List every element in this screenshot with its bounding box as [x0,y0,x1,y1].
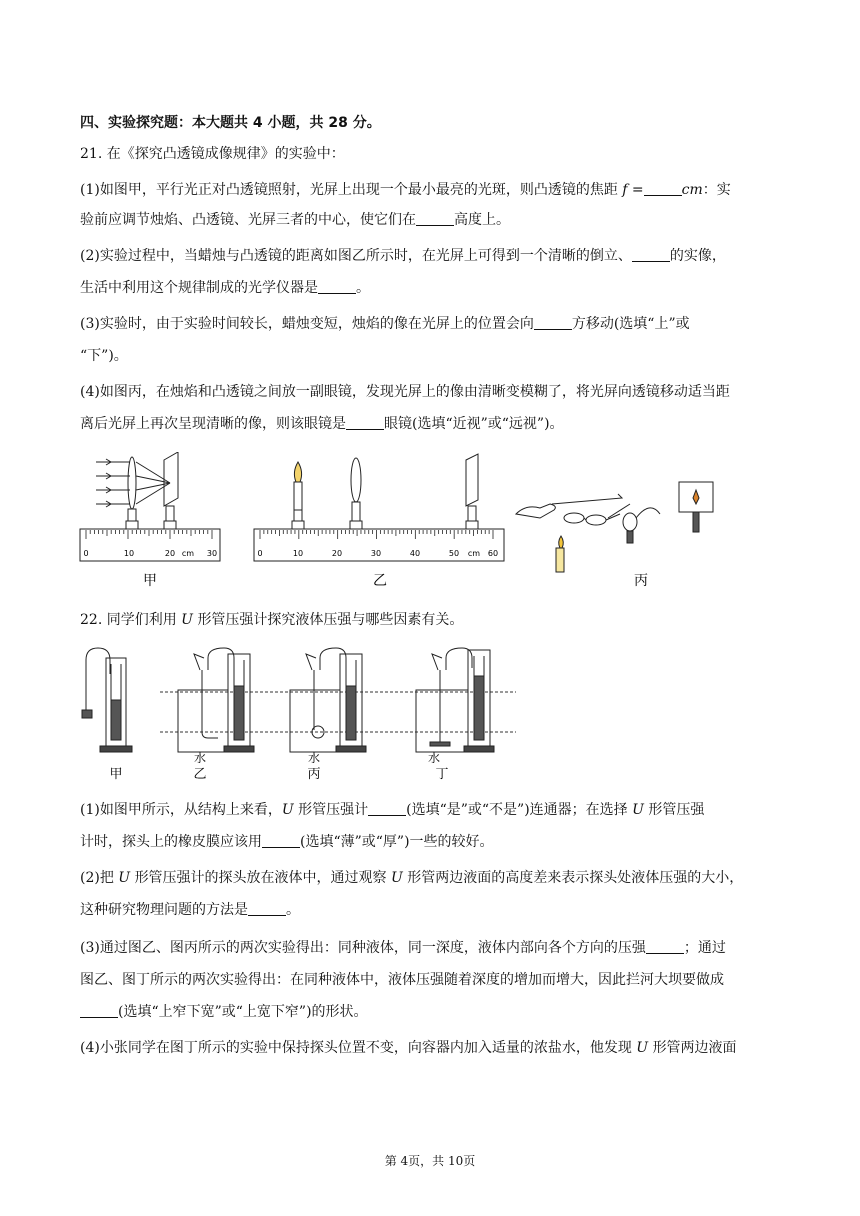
q21-part1-line2: 验前应调节烛焰、凸透镜、光屏三者的中心，使它们在 高度上。 [80,212,510,228]
q22-stem: 22. 同学们利用 U 形管压强计探究液体压强与哪些因素有关。 [80,612,464,628]
q21-part4-line2: 离后光屏上再次呈现清晰的像，则该眼镜是 眼镜(选填“近视”或“远视”)。 [80,416,564,432]
q21-part3-line1: (3)实验时，由于实验时间较长，蜡烛变短，烛焰的像在光屏上的位置会向 方移动(选填“上”或 [80,316,690,332]
section-title: 四、实验探究题：本大题共 4 小题，共 28 分。 [80,115,381,131]
q22-part1-line2: 计时，探头上的橡皮膜应该用 (选填“薄”或“厚”)一些的较好。 [80,834,494,850]
ruler-tick-label: 10 [292,549,304,558]
figure-label: 丁 [435,767,449,782]
q21-figure-b [252,452,512,590]
ruler-unit-label: cm [467,549,481,558]
q21-part2-line2: 生活中利用这个规律制成的光学仪器是 。 [80,280,370,296]
q21-figure-c [512,452,722,590]
ruler-tick-label: 30 [370,549,382,558]
answer-blank[interactable] [416,211,454,226]
figure-label: 甲 [109,767,123,782]
q22-part3-line1: (3)通过图乙、图丙所示的两次实验得出：同种液体，同一深度，液体内部向各个方向的压强 ；通过 [80,940,726,956]
ruler-tick-label: 50 [448,549,460,558]
q21-part1-line1: (1)如图甲，平行光正对凸透镜照射，光屏上出现一个最小最亮的光斑，则凸透镜的焦距 f = cm：实 [80,182,731,198]
figure-label: 乙 [373,573,387,589]
answer-blank[interactable] [80,1003,118,1018]
water-label: 水 [193,751,207,765]
ruler-tick-label: 60 [487,549,499,558]
answer-blank[interactable] [346,415,384,430]
answer-blank[interactable] [644,181,682,196]
ruler-unit-label: cm [181,549,195,558]
q22-part1-line1: (1)如图甲所示，从结构上来看，U 形管压强计 (选填“是”或“不是”)连通器；在选择 U 形管压强 [80,802,705,818]
q21-part4-line1: (4)如图丙，在烛焰和凸透镜之间放一副眼镜，发现光屏上的像由清晰变模糊了，将光屏向透镜移动适当距 [80,384,730,400]
answer-blank[interactable] [318,279,356,294]
ruler-tick-label: 0 [83,549,89,558]
ruler-tick-label: 20 [164,549,176,558]
answer-blank[interactable] [368,801,406,816]
ruler-tick-label: 30 [206,549,218,558]
answer-blank[interactable] [248,901,286,916]
figure-label: 甲 [143,573,157,589]
figure-label: 乙 [193,767,207,782]
q21-figure-a [78,452,228,590]
q22-part2-line2: 这种研究物理问题的方法是 。 [80,902,300,918]
q22-part4-line1: (4)小张同学在图丁所示的实验中保持探头位置不变，向容器内加入适量的浓盐水，他发现 U 形管两边液面 [80,1040,737,1056]
q21-stem: 21. 在《探究凸透镜成像规律》的实验中： [80,146,345,162]
answer-blank[interactable] [534,315,572,330]
ruler-tick-label: 40 [409,549,421,558]
ruler-tick-label: 0 [257,549,263,558]
figure-label: 丙 [634,573,648,589]
water-label: 水 [427,751,441,765]
q22-figures [78,640,528,790]
ruler-tick-label: 20 [331,549,343,558]
answer-blank[interactable] [632,247,670,262]
q22-part2-line1: (2)把 U 形管压强计的探头放在液体中，通过观察 U 形管两边液面的高度差来表示探头处液体压强的大小， [80,870,744,886]
q22-part3-line2: 图乙、图丁所示的两次实验得出：在同种液体中，液体压强随着深度的增加而增大，因此拦河大坝要做成 [80,972,724,988]
page-footer: 第 4页，共 10页 [384,1154,476,1168]
answer-blank[interactable] [262,833,300,848]
ruler-tick-label: 10 [123,549,135,558]
q21-part2-line1: (2)实验过程中，当蜡烛与凸透镜的距离如图乙所示时，在光屏上可得到一个清晰的倒立、 的实像， [80,248,726,264]
q22-part3-line3: (选填“上窄下宽”或“上宽下窄”)的形状。 [80,1002,786,1022]
water-label: 水 [307,751,321,765]
answer-blank[interactable] [646,939,684,954]
q21-part3-line2: “下”)。 [80,348,128,364]
figure-label: 丙 [307,767,321,782]
